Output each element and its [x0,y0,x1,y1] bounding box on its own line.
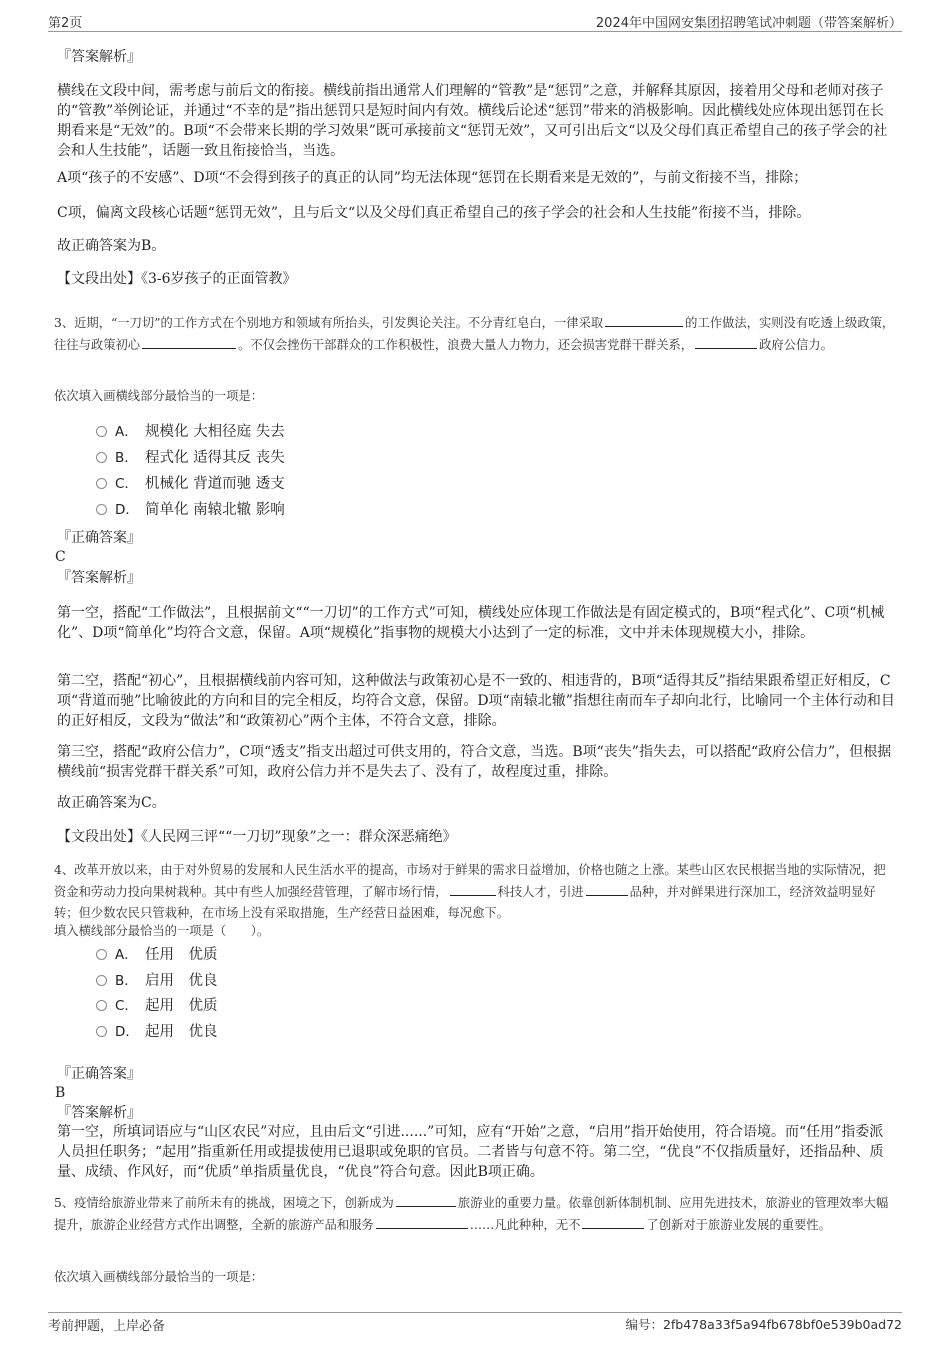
q5-prompt: 依次填入画横线部分最恰当的一项是： [54,1270,264,1284]
q4-option-d[interactable]: D． 起用 优良 [96,1022,218,1042]
q3-source: 【文段出处】《人民网三评““一刀切”现象”之一：群众深恶痛绝》 [57,829,457,845]
q3-option-c[interactable]: C． 机械化 背道而驰 透支 [96,474,285,494]
footer-slogan: 考前押题，上岸必备 [48,1319,166,1334]
page-number: 第2页 [48,16,83,31]
radio-icon[interactable] [96,426,107,437]
q3-prompt: 依次填入画横线部分最恰当的一项是： [54,389,264,403]
q3-analysis-p1: 第一空，搭配“工作做法”，且根据前文““一刀切”的工作方式”可知，横线处应体现工作做法是有固定模式的，B项“程式化”、C项“机械化”、D项“简单化”均符合文意，保留。A项“规模化”指事物的规模大小达到了一定的标准，文中并未体现规模大小，排除。 [57,605,885,641]
q4-option-a[interactable]: A． 任用 优质 [96,945,218,965]
q4-answer-label: 『正确答案』 [57,1066,141,1082]
q2-analysis-p1: 横线在文段中间，需考虑与前后文的衔接。横线前指出通常人们理解的“管教”是“惩罚”之意，并解释其原因，接着用父母和老师对孩子的“管教”举例论证，并通过“不幸的是”指出惩罚只是短时间内有效。横线后论述“惩罚”带来的消极影响。因此横线处应体现出惩罚在长期看来是“无效”的。B项“不会带来长期的学习效果”既可承接前文“惩罚无效”，又可引出后文“以及父母们真正希望自己的孩子学会的社会和人生技能”，话题一致且衔接恰当，当选。 [57,83,888,159]
q2-analysis-label: 『答案解析』 [57,49,141,65]
q3-analysis-label: 『答案解析』 [57,570,141,586]
radio-icon[interactable] [96,504,107,515]
q3-option-a[interactable]: A． 规模化 大相径庭 失去 [96,422,285,442]
q4-stem: 4、改革开放以来，由于对外贸易的发展和人民生活水平的提高，市场对于鲜果的需求日益增加，价格也随之上涨。某些山区农民根据当地的实际情况，把资金和劳动力投向果树栽种。其中有些人加强经营管理，了解市场行情， 科技人才，引进 品种，并对鲜果进行深加工，经济效益明显好转；但少数农民只管栽种，在市场上没有采取措施，生产经营日益困难，每况愈下。 [54,863,886,920]
q3-answer: C [55,549,66,565]
q4-answer: B [55,1085,66,1101]
q4-option-c[interactable]: C． 起用 优质 [96,996,218,1016]
blank-line[interactable] [450,881,496,896]
blank-line[interactable] [695,334,757,349]
blank-line[interactable] [586,881,628,896]
radio-icon[interactable] [96,478,107,489]
blank-line[interactable] [376,1214,468,1229]
q4-analysis: 第一空，所填词语应与“山区农民”对应，且由后文“引进......”可知，应有“开始”之意，“启用”指开始使用，符合语境。而“任用”指委派人员担任职务；“起用”指重新任用或提拔使用已退职或免职的官员。二者皆与句意不符。第二空，“优良”不仅指质量好，还指品种、质量、成绩、作风好，而“优质”单指质量优良，“优良”符合句意。因此B项正确。 [57,1124,884,1180]
q2-analysis-p2: A项“孩子的不安感”、D项“不会得到孩子的真正的认同”均无法体现“惩罚在长期看来是无效的”，与前文衔接不当，排除； [57,170,808,186]
q3-stem: 3、近期，“一刀切”的工作方式在个别地方和领域有所抬头，引发舆论关注。不分青红皂白，一律采取 的工作做法，实则没有吃透上级政策，往往与政策初心 。不仅会挫伤干部群众的工作积极性，浪费大量人力物力，还会损害党群干群关系， 政府公信力。 [54,312,896,356]
document-title: 2024年中国网安集团招聘笔试冲刺题（带答案解析） [595,16,902,31]
blank-line[interactable] [396,1192,456,1207]
q4-prompt: 填入横线部分最恰当的一项是（ ）。 [54,924,270,938]
radio-icon[interactable] [96,949,107,960]
document-id: 编号：2fb478a33f5a94fb678bf0e539b0ad72 [625,1317,902,1332]
q3-conclusion: 故正确答案为C。 [57,795,166,811]
q2-analysis-p3: C项，偏离文段核心话题“惩罚无效”，且与后文“以及父母们真正希望自己的孩子学会的社会和人生技能”衔接不当，排除。 [57,205,811,221]
blank-line[interactable] [142,334,236,349]
q2-source: 【文段出处】《3-6岁孩子的正面管教》 [57,271,297,287]
radio-icon[interactable] [96,1026,107,1037]
q3-option-b[interactable]: B． 程式化 适得其反 丧失 [96,448,285,468]
page-header [48,0,902,32]
radio-icon[interactable] [96,975,107,986]
q3-answer-label: 『正确答案』 [57,530,141,546]
q3-analysis-p3: 第三空，搭配“政府公信力”，C项“透支”指支出超过可供支用的，符合文意，当选。B项“丧失”指失去，可以搭配“政府公信力”，但根据横线前“损害党群干群关系”可知，政府公信力并不是失去了、没有了，故程度过重，排除。 [57,744,892,780]
blank-line[interactable] [582,1214,644,1229]
q3-analysis-p2: 第二空，搭配“初心”，且根据横线前内容可知，这种做法与政策初心是不一致的、相违背的，B项“适得其反”指结果跟希望正好相反，C项“背道而驰”比喻彼此的方向和目的完全相反，均符合文意，保留。D项“南辕北辙”指想往南而车子却向北行，比喻同一个主体行动和目的正好相反，文段为“做法”和“政策初心”两个主体，不符合文意，排除。 [57,673,895,729]
q4-analysis-label: 『答案解析』 [57,1105,141,1121]
q2-conclusion: 故正确答案为B。 [57,238,166,254]
radio-icon[interactable] [96,1000,107,1011]
q5-stem: 5、疫情给旅游业带来了前所未有的挑战，困境之下，创新成为 旅游业的重要力量。依靠创新体制机制、应用先进技术，旅游业的管理效率大幅提升，旅游企业经营方式作出调整，全新的旅游产品和服务 ……凡此种种，无不 了创新对于旅游业发展的重要性。 [54,1192,896,1236]
page-footer [48,1312,902,1343]
q4-option-b[interactable]: B． 启用 优良 [96,971,218,991]
q3-option-d[interactable]: D． 简单化 南辕北辙 影响 [96,500,285,520]
radio-icon[interactable] [96,452,107,463]
blank-line[interactable] [605,312,683,327]
